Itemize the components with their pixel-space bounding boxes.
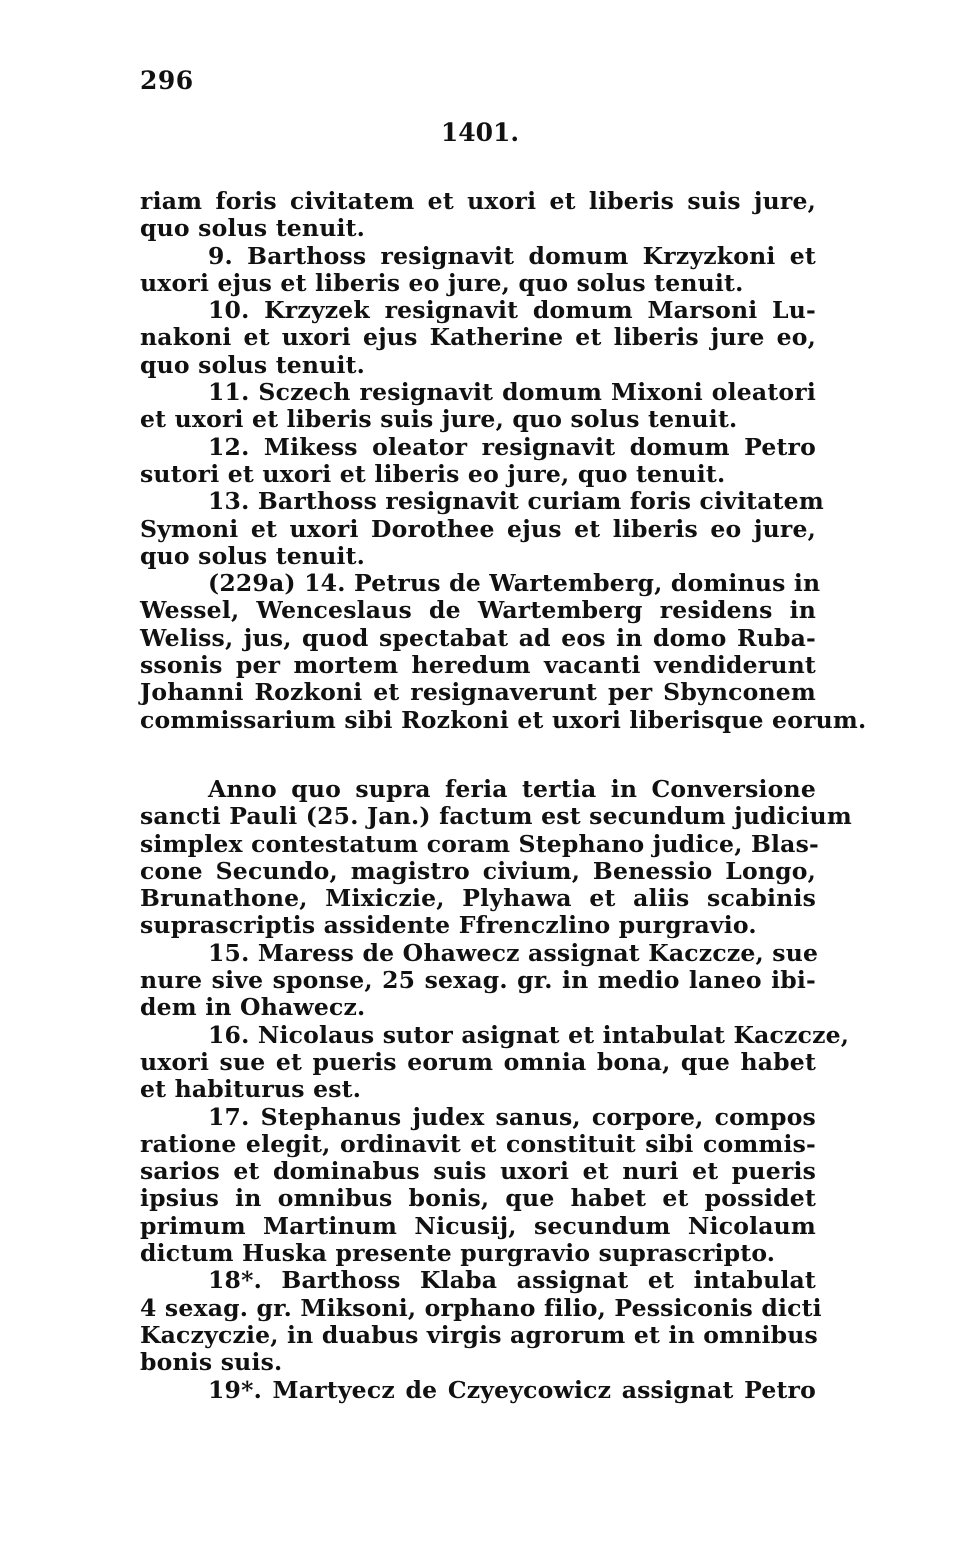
text-line: sancti Pauli (25. Jan.) factum est secundum judicium: [140, 802, 852, 831]
text-block-entries: [140, 187, 867, 734]
text-line: 16. Nicolaus sutor asignat et intabulat Kaczcze,: [208, 1020, 850, 1049]
text-line: quo solus tenuit.: [140, 350, 366, 379]
text-line: Weliss, jus, quod spectabat ad eos in domo Ruba-: [140, 623, 816, 652]
page-number: 296: [140, 66, 194, 95]
text-line: uxori ejus et liberis eo jure, quo solus tenuit.: [140, 268, 744, 297]
text-block-session: [140, 775, 852, 1404]
text-line: 13. Barthoss resignavit curiam foris civitatem: [208, 487, 824, 516]
text-line: 19*. Martyecz de Czyeycowicz assignat Petro: [208, 1375, 816, 1404]
text-line: simplex contestatum coram Stephano judice, Blas-: [140, 829, 819, 858]
text-line: 4 sexag. gr. Miksoni, orphano filio, Pessiconis dicti: [140, 1293, 822, 1322]
text-line: nakoni et uxori ejus Katherine et liberis jure eo,: [140, 323, 816, 352]
text-line: (229a) 14. Petrus de Wartemberg, dominus in: [208, 569, 821, 598]
text-line: Anno quo supra feria tertia in Conversione: [208, 775, 816, 803]
text-line: ssonis per mortem heredum vacanti vendiderunt: [140, 651, 816, 680]
text-line: 9. Barthoss resignavit domum Krzyzkoni et: [208, 241, 816, 270]
text-line: Brunathone, Mixiczie, Plyhawa et aliis scabinis: [140, 884, 816, 913]
text-line: ratione elegit, ordinavit et constituit sibi commis-: [140, 1129, 816, 1158]
text-line: commissarium sibi Rozkoni et uxori liberisque eorum.: [140, 705, 867, 734]
text-line: ipsius in omnibus bonis, que habet et possidet: [140, 1184, 816, 1213]
text-line: primum Martinum Nicusij, secundum Nicolaum: [140, 1211, 816, 1240]
text-line: Symoni et uxori Dorothee ejus et liberis eo jure,: [140, 514, 816, 543]
year-heading: 1401.: [440, 118, 520, 147]
text-line: quo solus tenuit.: [140, 541, 366, 570]
text-line: sutori et uxori et liberis eo jure, quo tenuit.: [140, 459, 726, 488]
text-line: cone Secundo, magistro civium, Benessio Longo,: [140, 856, 816, 885]
text-line: 15. Maress de Ohawecz assignat Kaczcze, sue: [208, 938, 819, 967]
text-line: 11. Sczech resignavit domum Mixoni oleatori: [208, 378, 816, 407]
text-line: riam foris civitatem et uxori et liberis suis jure,: [140, 187, 816, 215]
text-line: dem in Ohawecz.: [140, 993, 366, 1022]
text-line: bonis suis.: [140, 1348, 283, 1377]
text-line: 12. Mikess oleator resignavit domum Petro: [208, 432, 816, 461]
text-line: dictum Huska presente purgravio suprascripto.: [140, 1239, 776, 1268]
text-line: sarios et dominabus suis uxori et nuri et pueris: [140, 1157, 816, 1186]
text-line: et uxori et liberis suis jure, quo solus tenuit.: [140, 405, 738, 434]
text-line: quo solus tenuit.: [140, 214, 366, 243]
text-line: et habiturus est.: [140, 1075, 362, 1104]
text-line: suprascriptis assidente Ffrenczlino purgravio.: [140, 911, 757, 940]
text-line: Kaczyczie, in duabus virgis agrorum et in omnibus: [140, 1320, 818, 1349]
text-line: 10. Krzyzek resignavit domum Marsoni Lu-: [208, 296, 816, 325]
text-line: Johanni Rozkoni et resignaverunt per Sbynconem: [140, 678, 816, 707]
text-line: uxori sue et pueris eorum omnia bona, que habet: [140, 1047, 816, 1076]
text-line: Wessel, Wenceslaus de Wartemberg residens in: [140, 596, 816, 625]
text-line: 17. Stephanus judex sanus, corpore, compos: [208, 1102, 816, 1131]
text-line: 18*. Barthoss Klaba assignat et intabulat: [208, 1266, 816, 1295]
text-line: nure sive sponse, 25 sexag. gr. in medio laneo ibi-: [140, 966, 816, 995]
